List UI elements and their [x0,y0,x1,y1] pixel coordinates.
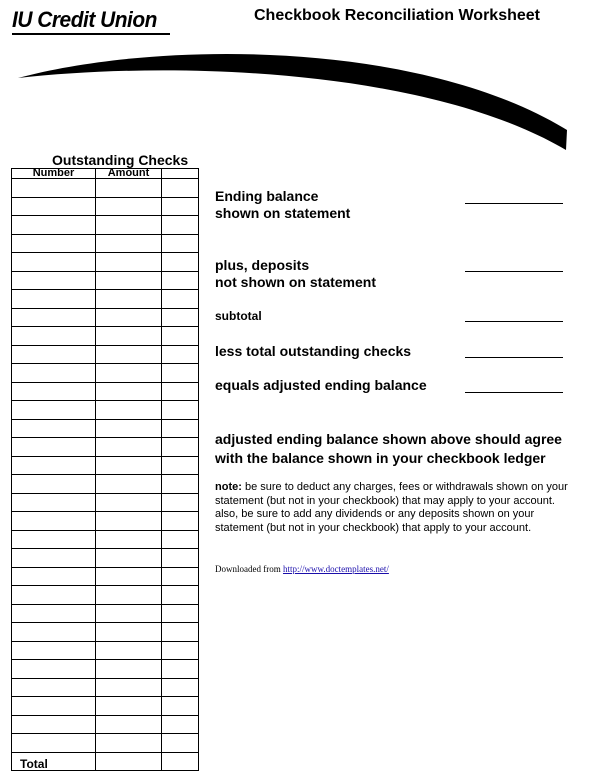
table-row [12,271,199,290]
check-number-cell[interactable] [12,234,96,253]
check-amount-cell[interactable] [96,512,162,531]
swoosh-graphic [0,0,600,160]
table-row [12,327,199,346]
check-cents-cell[interactable] [162,234,199,253]
table-row [12,456,199,475]
check-amount-cell[interactable] [96,567,162,586]
check-number-cell[interactable] [12,586,96,605]
check-number-cell[interactable] [12,382,96,401]
check-cents-cell[interactable] [162,290,199,309]
page-title: Checkbook Reconciliation Worksheet [254,7,540,24]
check-amount-cell[interactable] [96,290,162,309]
check-amount-cell[interactable] [96,530,162,549]
check-number-cell[interactable] [12,697,96,716]
check-cents-cell[interactable] [162,604,199,623]
check-number-cell[interactable] [12,493,96,512]
table-row [12,216,199,235]
outstanding-checks-title: Outstanding Checks [52,152,189,168]
check-cents-cell[interactable] [162,327,199,346]
check-cents-cell[interactable] [162,493,199,512]
check-cents-cell[interactable] [162,530,199,549]
note-line4: statement (but not in your checkbook) that apply to your account. [215,521,532,534]
deposits-label-line1: plus, deposits [215,257,310,273]
check-cents-cell[interactable] [162,549,199,568]
check-amount-cell[interactable] [96,586,162,605]
check-number-cell[interactable] [12,549,96,568]
check-amount-cell[interactable] [96,364,162,383]
download-credit-text: Downloaded from [215,564,283,574]
check-amount-cell[interactable] [96,715,162,734]
adjusted-balance-label: equals adjusted ending balance [215,377,427,393]
deposits-label-line2: not shown on statement [215,274,376,290]
check-cents-cell[interactable] [162,456,199,475]
check-amount-cell[interactable] [96,327,162,346]
doctemplates-link[interactable]: http://www.doctemplates.net/ [282,564,389,574]
ending-balance-blank[interactable] [465,203,563,204]
check-number-cell[interactable] [12,438,96,457]
check-cents-cell[interactable] [162,697,199,716]
ending-balance-label-line1: Ending balance [215,188,319,204]
note-block [215,481,568,535]
table-row [12,401,199,420]
check-number-cell[interactable] [12,216,96,235]
check-amount-cell[interactable] [96,493,162,512]
check-amount-cell[interactable] [96,308,162,327]
check-number-cell[interactable] [12,475,96,494]
table-row [12,512,199,531]
note-line1 [215,481,568,495]
table-row [12,438,199,457]
check-cents-cell[interactable] [162,382,199,401]
check-amount-cell[interactable] [96,475,162,494]
check-amount-cell[interactable] [96,438,162,457]
check-amount-cell[interactable] [96,401,162,420]
less-checks-blank[interactable] [465,357,563,358]
check-cents-cell[interactable] [162,271,199,290]
deposits-blank[interactable] [465,271,563,272]
table-row [12,364,199,383]
check-cents-cell[interactable] [162,512,199,531]
check-amount-cell[interactable] [96,197,162,216]
check-amount-cell[interactable] [96,234,162,253]
check-cents-cell[interactable] [162,438,199,457]
agree-statement-line1: adjusted ending balance shown above should agree [215,431,562,447]
check-number-cell[interactable] [12,530,96,549]
table-row [12,715,199,734]
logo-text: IU Credit Union [12,7,157,32]
check-number-cell[interactable] [12,253,96,272]
check-number-cell[interactable] [12,715,96,734]
table-row [12,493,199,512]
check-number-cell[interactable] [12,734,96,753]
check-cents-cell[interactable] [162,419,199,438]
check-number-cell[interactable] [12,604,96,623]
check-amount-cell[interactable] [96,734,162,753]
check-cents-cell[interactable] [162,678,199,697]
total-cents-cell[interactable] [162,752,199,771]
check-amount-cell[interactable] [96,549,162,568]
table-row [12,697,199,716]
table-row [12,253,199,272]
table-row [12,345,199,364]
check-cents-cell[interactable] [162,364,199,383]
check-cents-cell[interactable] [162,179,199,198]
check-amount-cell[interactable] [96,419,162,438]
check-cents-cell[interactable] [162,475,199,494]
check-amount-cell[interactable] [96,660,162,679]
table-row [12,549,199,568]
table-row [12,734,199,753]
note-line1-text: be sure to deduct any charges, fees or withdrawals shown on your [241,481,568,493]
check-cents-cell[interactable] [162,641,199,660]
total-label-cell [12,752,96,771]
check-amount-cell[interactable] [96,641,162,660]
check-number-cell[interactable] [12,327,96,346]
table-row [12,197,199,216]
table-row [12,567,199,586]
check-number-cell[interactable] [12,308,96,327]
subtotal-label: subtotal [215,309,262,323]
table-row [12,604,199,623]
check-number-cell[interactable] [12,456,96,475]
note-label: note: [215,481,242,493]
check-cents-cell[interactable] [162,216,199,235]
check-cents-cell[interactable] [162,345,199,364]
agree-statement-line2: with the balance shown in your checkbook ledger [215,450,546,466]
total-amount-cell[interactable] [96,752,162,771]
outstanding-checks-body [12,179,199,771]
adjusted-balance-blank[interactable] [465,392,563,393]
check-cents-cell[interactable] [162,660,199,679]
table-row [12,475,199,494]
check-number-cell[interactable] [12,512,96,531]
check-number-cell[interactable] [12,623,96,642]
outstanding-checks-table [11,168,199,771]
check-amount-cell[interactable] [96,253,162,272]
table-row [12,641,199,660]
check-amount-cell[interactable] [96,345,162,364]
check-number-cell[interactable] [12,271,96,290]
check-cents-cell[interactable] [162,734,199,753]
table-row [12,308,199,327]
check-cents-cell[interactable] [162,623,199,642]
table-row [12,179,199,198]
check-number-cell[interactable] [12,345,96,364]
subtotal-blank[interactable] [465,321,563,322]
check-cents-cell[interactable] [162,586,199,605]
check-amount-cell[interactable] [96,271,162,290]
column-header-cents [162,169,199,179]
check-number-cell[interactable] [12,567,96,586]
check-amount-cell[interactable] [96,623,162,642]
table-row [12,660,199,679]
check-number-cell[interactable] [12,290,96,309]
column-header-number: Number [12,169,96,179]
ending-balance-label-line2: shown on statement [215,205,351,221]
check-amount-cell[interactable] [96,456,162,475]
check-amount-cell[interactable] [96,382,162,401]
check-number-cell[interactable] [12,660,96,679]
check-number-cell[interactable] [12,401,96,420]
check-cents-cell[interactable] [162,253,199,272]
table-row [12,382,199,401]
check-amount-cell[interactable] [96,678,162,697]
check-amount-cell[interactable] [96,604,162,623]
check-cents-cell[interactable] [162,567,199,586]
check-amount-cell[interactable] [96,697,162,716]
table-row [12,234,199,253]
total-label: Total [20,757,48,771]
total-row [12,752,199,771]
check-number-cell[interactable] [12,641,96,660]
table-row [12,290,199,309]
note-line2: statement (but not in your checkbook) that may apply to your account. [215,494,555,507]
check-number-cell[interactable] [12,197,96,216]
table-header-row [12,169,199,179]
check-cents-cell[interactable] [162,401,199,420]
agree-statement [215,430,562,468]
check-cents-cell[interactable] [162,715,199,734]
table-row [12,623,199,642]
table-row [12,530,199,549]
check-number-cell[interactable] [12,678,96,697]
check-number-cell[interactable] [12,179,96,198]
note-line3: also, be sure to add any dividends or any deposits shown on your [215,508,535,520]
less-checks-label: less total outstanding checks [215,343,412,359]
check-number-cell[interactable] [12,364,96,383]
check-number-cell[interactable] [12,419,96,438]
table-row [12,678,199,697]
check-cents-cell[interactable] [162,308,199,327]
check-amount-cell[interactable] [96,179,162,198]
table-row [12,586,199,605]
check-amount-cell[interactable] [96,216,162,235]
table-row [12,419,199,438]
download-credit [215,564,389,574]
check-cents-cell[interactable] [162,197,199,216]
column-header-amount: Amount [96,169,162,179]
